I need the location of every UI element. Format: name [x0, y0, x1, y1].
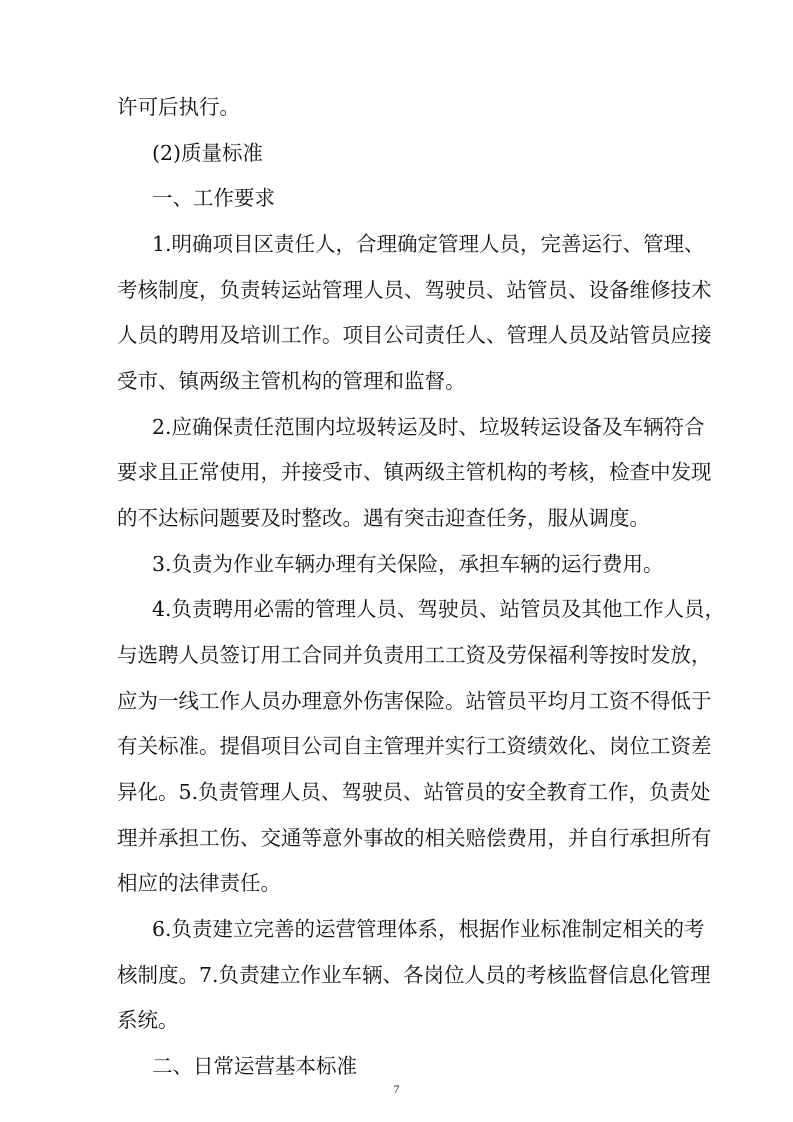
text-line: 人员的聘用及培训工作。项目公司责任人、管理人员及站管员应接: [117, 323, 712, 347]
text-line: 与选聘人员签订用工合同并负责用工工资及劳保福利等按时发放，: [117, 643, 712, 667]
text-line: 受市、镇两级主管机构的管理和监督。: [117, 369, 466, 393]
text-line: 6.负责建立完善的运营管理体系，根据作业标准制定相关的考: [152, 917, 705, 941]
text-line: 核制度。7.负责建立作业车辆、各岗位人员的考核监督信息化管理: [117, 963, 711, 987]
text-line: 考核制度，负责转运站管理人员、驾驶员、站管员、设备维修技术: [117, 278, 712, 302]
text-line: 相应的法律责任。: [117, 871, 281, 895]
text-line: 一、工作要求: [152, 186, 275, 210]
text-line: (2)质量标准: [152, 141, 264, 165]
text-line: 3.负责为作业车辆办理有关保险，承担车辆的运行费用。: [152, 552, 664, 576]
text-line: 理并承担工伤、交通等意外事故的相关赔偿费用，并自行承担所有: [117, 826, 712, 850]
text-line: 2.应确保责任范围内垃圾转运及时、垃圾转运设备及车辆符合: [152, 415, 705, 439]
text-line: 4.负责聘用必需的管理人员、驾驶员、站管员及其他工作人员，: [152, 597, 726, 621]
text-line: 系统。: [117, 1008, 179, 1032]
text-line: 的不达标问题要及时整改。遇有突击迎查任务，服从调度。: [117, 506, 650, 530]
text-line: 许可后执行。: [117, 95, 240, 119]
text-line: 二、日常运营基本标准: [152, 1054, 357, 1078]
page-number: 7: [393, 1082, 400, 1096]
text-line: 要求且正常使用，并接受市、镇两级主管机构的考核，检查中发现: [117, 460, 712, 484]
text-line: 1.明确项目区责任人，合理确定管理人员，完善运行、管理、: [152, 232, 705, 256]
text-line: 应为一线工作人员办理意外伤害保险。站管员平均月工资不得低于: [117, 689, 712, 713]
text-line: 异化。5.负责管理人员、驾驶员、站管员的安全教育工作，负责处: [117, 780, 711, 804]
text-line: 有关标准。提倡项目公司自主管理并实行工资绩效化、岗位工资差: [117, 734, 712, 758]
